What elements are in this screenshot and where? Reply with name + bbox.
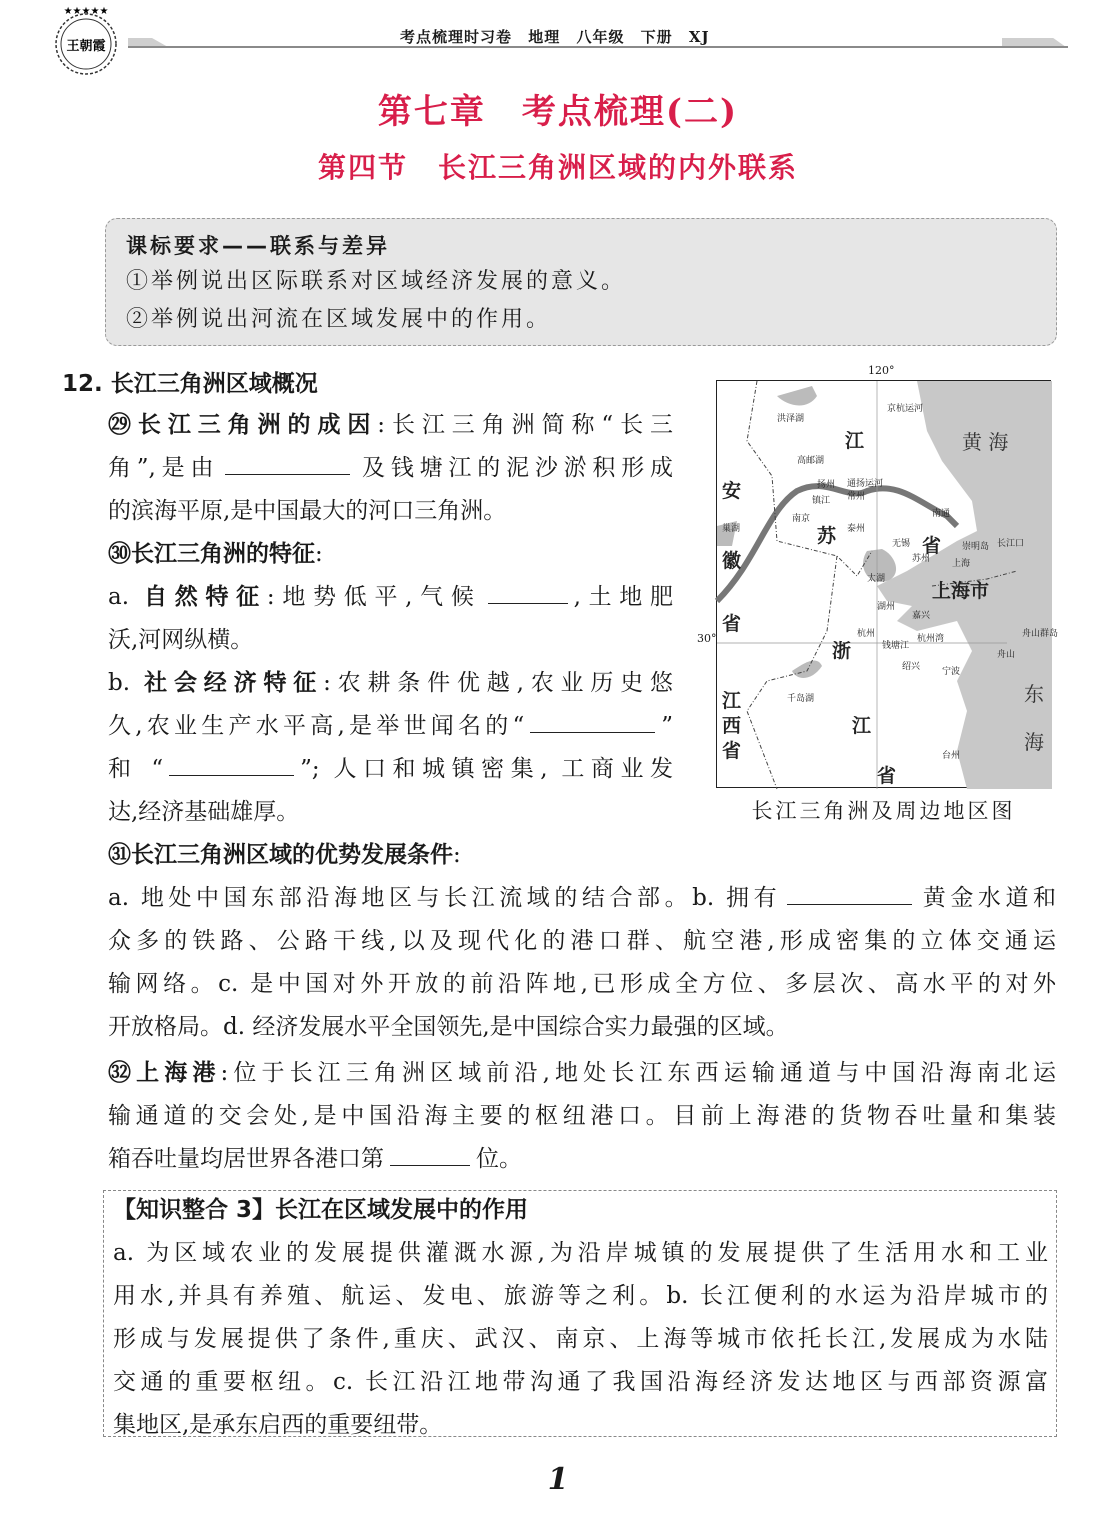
map-label: 省: [722, 740, 742, 762]
map-label: 湖州: [877, 602, 896, 612]
map-label: 舟山: [997, 650, 1016, 660]
map-label: 浙: [832, 640, 852, 662]
curriculum-requirements-box: [105, 218, 1057, 346]
map-label: 扬州: [817, 480, 836, 490]
text-segment: b.: [108, 670, 145, 696]
map-label: 绍兴: [902, 662, 921, 672]
section-title: 第四节 长江三角洲区域的内外联系: [317, 151, 798, 184]
map-label: 苏州: [912, 554, 931, 564]
text-segment: ”: [661, 713, 673, 739]
map-label: 通扬运河: [847, 479, 884, 489]
text-line: [108, 1142, 1056, 1176]
text-line: [113, 1236, 1048, 1270]
text-segment: 沃,河网纵横。: [108, 627, 254, 653]
text-segment: 位。: [476, 1146, 522, 1172]
text-segment: 输网络。c. 是中国对外开放的前沿阵地,已形成全方位、多层次、高水平的对外: [108, 971, 1056, 997]
qiandao-lake: [792, 661, 822, 678]
text-segment: :农耕条件优越,农业历史悠: [323, 670, 673, 696]
bold-term: ㉜上海港: [108, 1060, 221, 1086]
map-label: 巢湖: [722, 524, 741, 534]
text-segment: :位于长江三角洲区域前沿,地处长江东西运输通道与中国沿海南北运: [220, 1060, 1057, 1086]
map-label: 台州: [942, 751, 961, 761]
text-segment: 箱吞吐量均居世界各港口第: [108, 1146, 384, 1172]
svg-text:★★★★★: ★★★★★: [63, 6, 109, 17]
map-label: 省: [877, 765, 897, 787]
map-label: 杭州: [857, 629, 876, 639]
text-segment: 达,经济基础雄厚。: [108, 799, 300, 825]
map-label: 江: [852, 715, 872, 737]
text-segment: a.: [108, 584, 145, 610]
text-line: [108, 1099, 1056, 1133]
text-line: [108, 709, 673, 743]
answer-blank[interactable]: [530, 709, 655, 733]
map-label: 钱塘江: [882, 641, 910, 651]
text-segment: 黄金水道和: [918, 885, 1056, 911]
text-segment: ,土地肥: [573, 584, 674, 610]
text-line: [108, 666, 673, 700]
map-label: 高邮湖: [797, 456, 825, 466]
text-segment: 交通的重要枢纽。c. 长江沿江地带沟通了我国沿海经济发达地区与西部资源富: [113, 1369, 1048, 1395]
map-label: 省: [922, 535, 942, 557]
text-line: [113, 1365, 1048, 1399]
text-line: [108, 408, 673, 442]
text-line: [62, 367, 462, 401]
bold-term: ㉙长江三角洲的成因: [108, 412, 378, 438]
text-line: [108, 795, 673, 829]
text-line: [108, 752, 673, 786]
map-label: 江: [845, 430, 865, 452]
map-label: 长江口: [997, 539, 1025, 549]
knowledge-integration-box: [103, 1190, 1057, 1437]
map-label: 江: [722, 690, 742, 712]
map-longitude-label: 120°: [868, 364, 895, 377]
bold-term: 12. 长江三角洲区域概况: [62, 371, 318, 397]
requirement-item: ②举例说出河流在区域发展中的作用。: [126, 307, 552, 332]
answer-blank[interactable]: [488, 580, 568, 604]
map-latitude-label: 30°: [697, 632, 717, 645]
text-segment: :: [315, 541, 323, 567]
map-label: 上海: [952, 559, 971, 569]
text-line: [108, 537, 673, 571]
text-line: [113, 1322, 1048, 1356]
text-line: [108, 838, 673, 872]
svg-text:王朝霞: 王朝霞: [66, 39, 106, 54]
map-label: 黄 海: [962, 430, 1009, 454]
text-segment: 和 “: [108, 756, 164, 782]
map-label: 崇明岛: [962, 542, 990, 552]
map-label: 徽: [722, 550, 742, 572]
map-label: 无锡: [892, 539, 911, 549]
text-segment: :地势低平,气候: [266, 584, 482, 610]
text-segment: 久,农业生产水平高,是举世闻名的“: [108, 713, 525, 739]
text-line: [113, 1279, 1048, 1313]
text-segment: 用水,并具有养殖、航运、发电、旅游等之利。b. 长江便利的水运为沿岸城市的: [113, 1283, 1048, 1309]
text-line: [108, 623, 673, 657]
map-label: 上海市: [932, 580, 990, 602]
map-caption: 长江三角洲及周边地区图: [751, 799, 1016, 823]
requirements-heading: 课标要求——联系与差异: [126, 234, 390, 258]
province-border: [747, 556, 837, 789]
answer-blank[interactable]: [787, 881, 912, 905]
map-label: 安: [722, 480, 742, 502]
map-label: 海: [1024, 730, 1044, 754]
map-label: 太湖: [867, 574, 886, 584]
map-label: 省: [722, 613, 742, 635]
text-segment: 及钱塘江的泥沙淤积形成: [356, 455, 673, 481]
hongze-lake: [777, 386, 817, 405]
map-label: 西: [722, 715, 742, 737]
answer-blank[interactable]: [225, 451, 350, 475]
text-line: [108, 924, 1056, 958]
text-line: [108, 1010, 1056, 1044]
map-label: 常州: [847, 492, 866, 502]
yangtze-delta-map: [716, 380, 1059, 788]
text-segment: 角”,是由: [108, 455, 220, 481]
map-label: 苏: [817, 525, 837, 547]
bold-term: 自然特征: [144, 584, 267, 610]
requirement-item: ①举例说出区际联系对区域经济发展的意义。: [126, 269, 627, 294]
map-label: 泰州: [847, 524, 866, 534]
text-segment: a. 为区域农业的发展提供灌溉水源,为沿岸城镇的发展提供了生活用水和工业: [113, 1240, 1048, 1266]
text-segment: 输通道的交会处,是中国沿海主要的枢纽港口。目前上海港的货物吞吐量和集装: [108, 1103, 1056, 1129]
map-label: 嘉兴: [912, 611, 931, 621]
map-label: 洪泽湖: [777, 414, 805, 424]
text-line: [108, 1056, 1056, 1090]
bold-term: ㉚长江三角洲的特征: [108, 541, 315, 567]
map-label: 东: [1024, 682, 1044, 706]
text-segment: a. 地处中国东部沿海地区与长江流域的结合部。b. 拥有: [108, 885, 782, 911]
text-line: [113, 1408, 1048, 1442]
bold-term: 社会经济特征: [144, 670, 324, 696]
text-segment: 众多的铁路、公路干线,以及现代化的港口群、航空港,形成密集的立体交通运: [108, 928, 1056, 954]
publisher-logo: [48, 4, 124, 80]
text-line: [108, 967, 1056, 1001]
answer-blank[interactable]: [169, 752, 294, 776]
text-segment: 的滨海平原,是中国最大的河口三角洲。: [108, 498, 507, 524]
chapter-title: 第七章 考点梳理(二): [377, 92, 739, 132]
map-label: 杭州湾: [917, 634, 945, 644]
text-line: [113, 1193, 1048, 1227]
text-line: [108, 451, 673, 485]
text-segment: 形成与发展提供了条件,重庆、武汉、南京、上海等城市依托长江,发展成为水陆: [113, 1326, 1048, 1352]
map-label: 舟山群岛: [1022, 629, 1059, 639]
answer-blank[interactable]: [390, 1142, 470, 1166]
map-label: 京杭运河: [887, 404, 924, 414]
page-number: 1: [547, 1462, 569, 1497]
bold-term: 【知识整合 3】长江在区域发展中的作用: [113, 1197, 529, 1223]
text-segment: 开放格局。d. 经济发展水平全国领先,是中国综合实力最强的区域。: [108, 1014, 789, 1040]
text-segment: :长江三角洲简称“长三: [377, 412, 674, 438]
text-segment: 集地区,是承东启西的重要纽带。: [113, 1412, 443, 1438]
text-line: [108, 494, 673, 528]
map-label: 宁波: [942, 667, 961, 677]
map-label: 千岛湖: [787, 694, 815, 704]
map-label: 镇江: [812, 496, 831, 506]
map-label: 南京: [792, 514, 811, 524]
map-label: 南通: [932, 509, 951, 519]
running-header: 考点梳理时习卷 地理 八年级 下册 XJ: [400, 28, 710, 46]
text-line: [108, 881, 1056, 915]
text-segment: ”; 人口和城镇密集, 工商业发: [300, 756, 673, 782]
bold-term: ㉛长江三角洲区域的优势发展条件: [108, 842, 453, 868]
text-segment: :: [453, 842, 461, 868]
text-line: [108, 580, 673, 614]
